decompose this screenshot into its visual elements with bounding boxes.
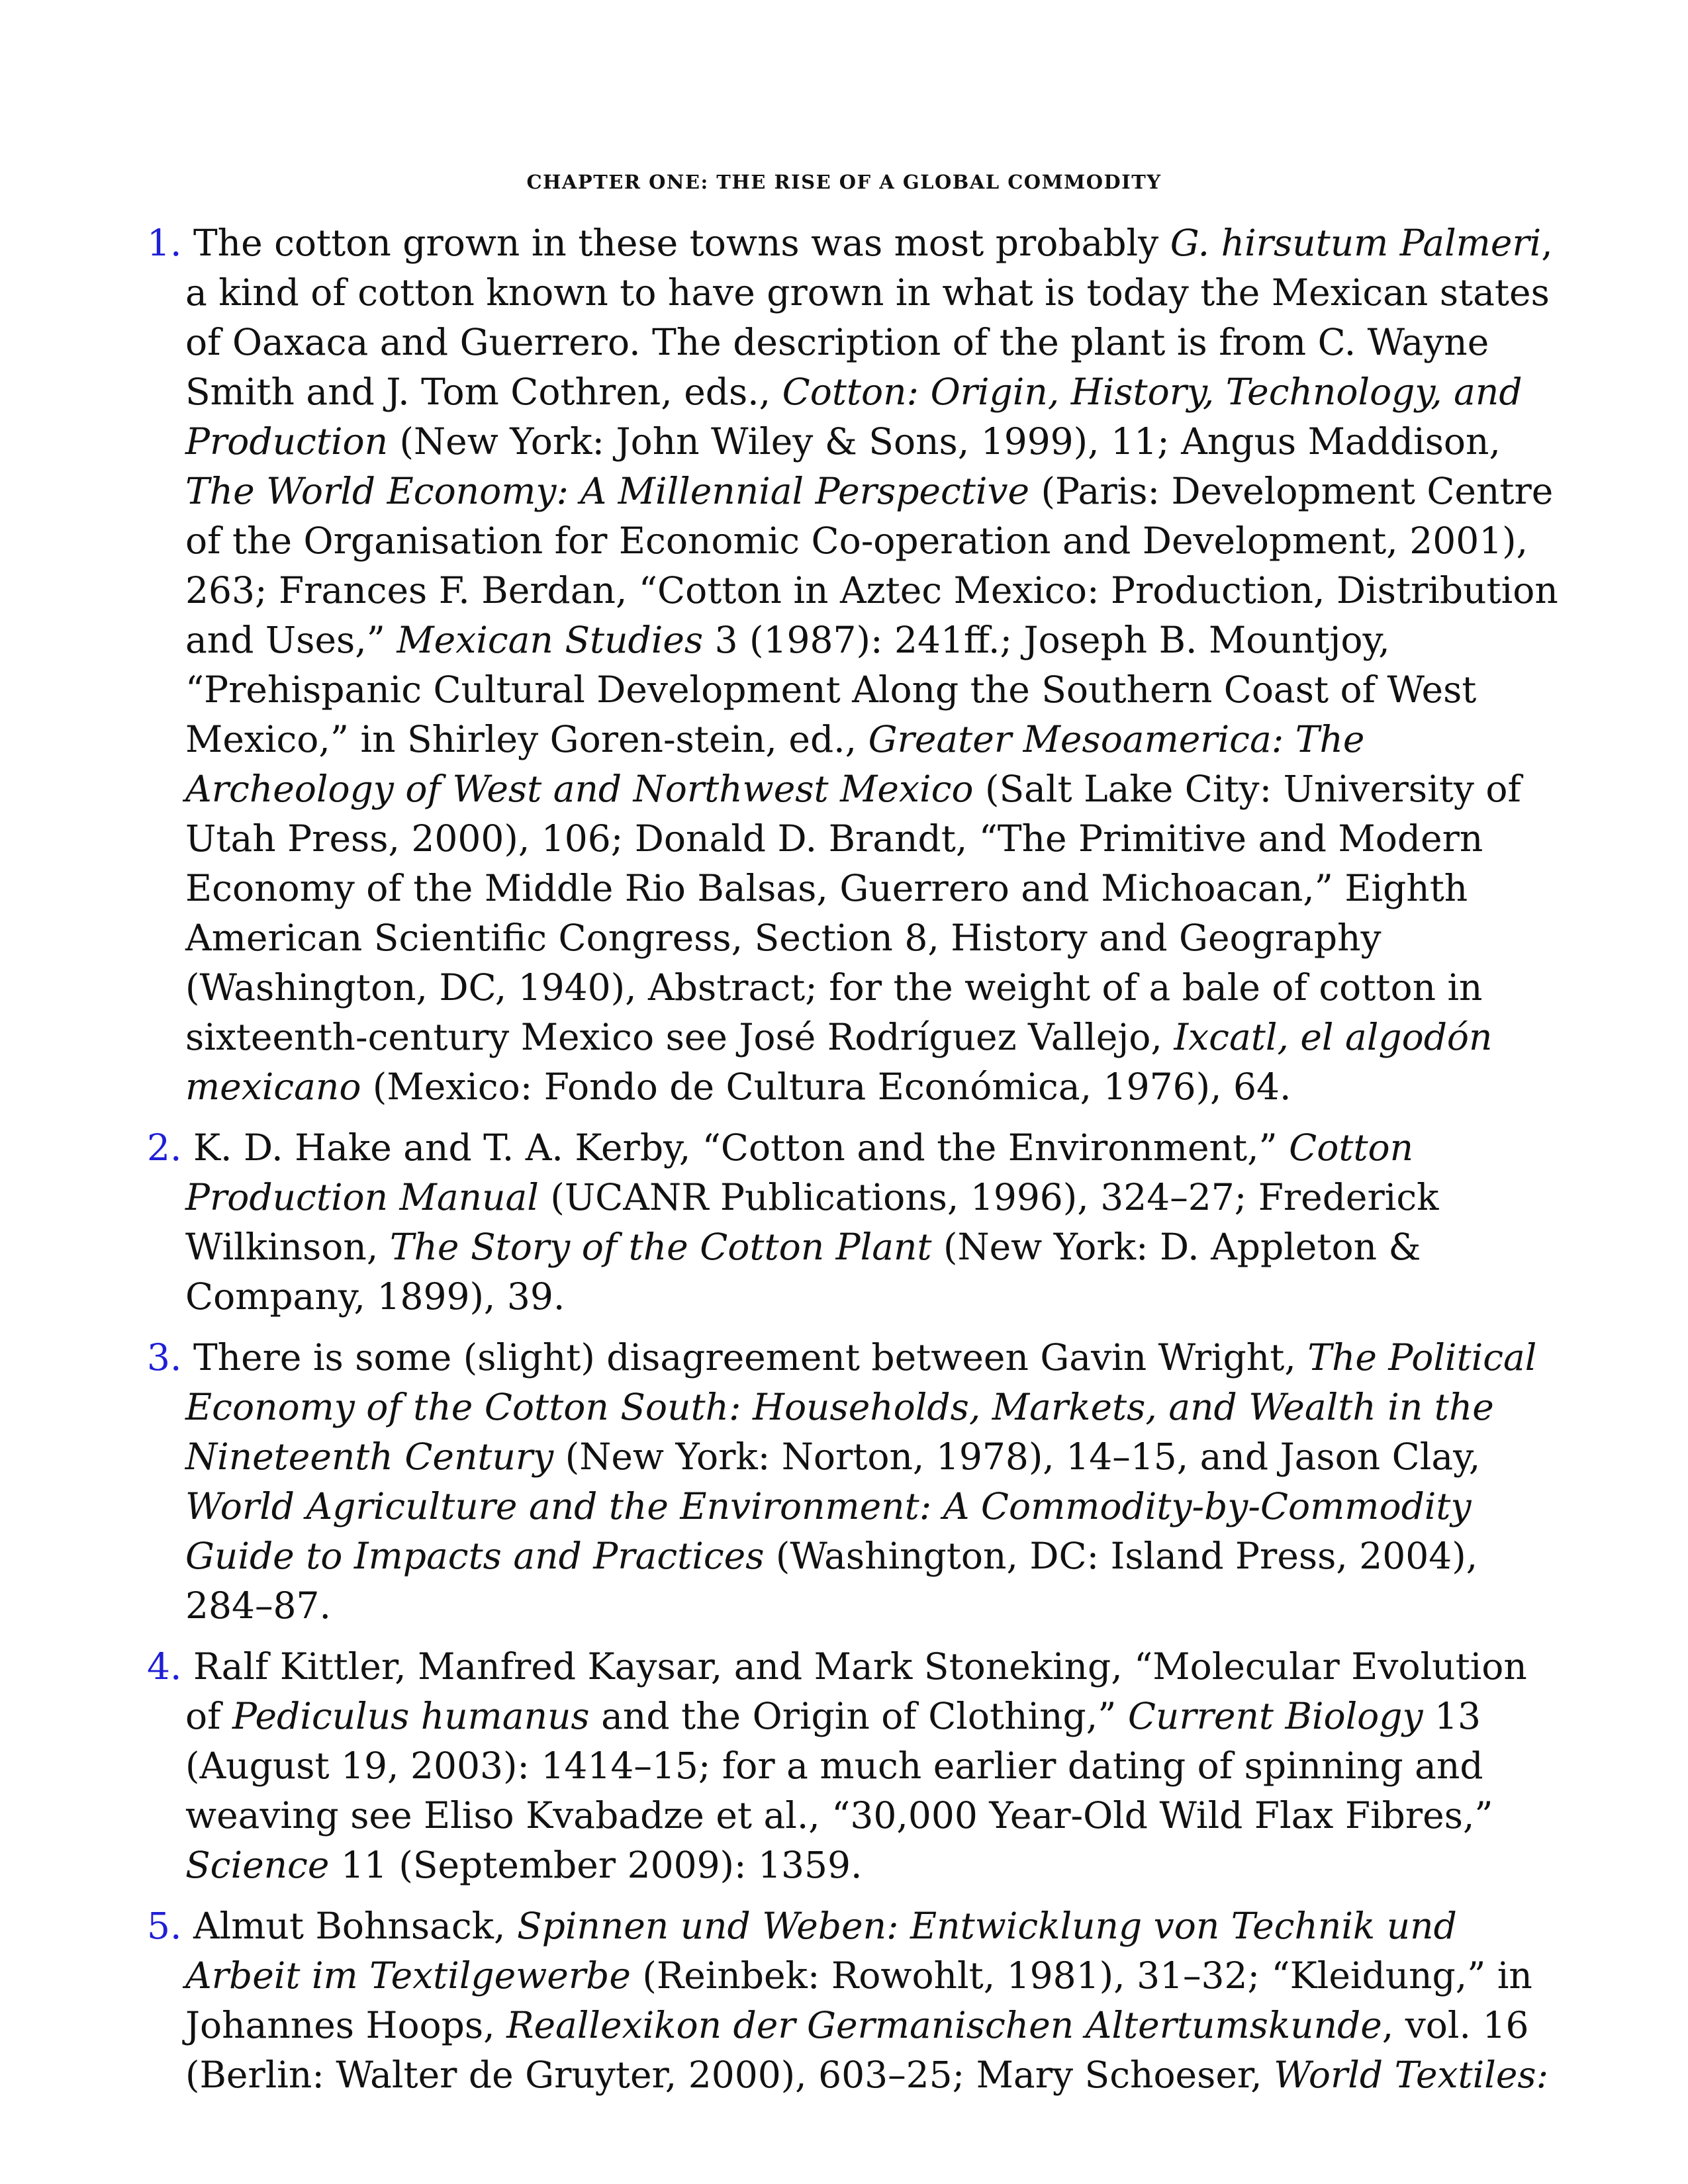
endnote-2 [147, 1123, 1564, 1322]
endnote-4 [147, 1642, 1564, 1890]
italic-title: Science [185, 1844, 330, 1886]
note-text: (New York: John Wiley & Sons, 1999), 11; Angus Maddison, [388, 420, 1501, 463]
endnote-number-link[interactable]: 4. [147, 1645, 182, 1688]
italic-title: Mexican Studies [397, 619, 704, 661]
note-text: (Washington, DC: Island Press, 2004), 284–87. [185, 1535, 1478, 1627]
italic-title: Cotton Production Manual [185, 1126, 1414, 1218]
italic-title: Pediculus humanus [232, 1695, 590, 1737]
note-text: (New York: Norton, 1978), 14–15, and Jason Clay, [553, 1435, 1481, 1478]
note-text: Almut Bohnsack, [181, 1905, 517, 1947]
italic-title: World Agriculture and the Environment: A Commodity-by-Commodity Guide to Impacts and Practices [185, 1485, 1472, 1577]
note-text: Ralf Kittler, Manfred Kaysar, and Mark Stoneking, “Molecular Evolution of [181, 1645, 1527, 1737]
endnote-3 [147, 1333, 1564, 1631]
endnotes-list [147, 218, 1564, 2111]
note-text: (Salt Lake City: University of Utah Press, 2000), 106; Donald D. Brandt, “The Primitive and Modern Economy of the Middle Rio Balsas, Guerrero and Michoacan,” Eighth American Scientific Congress, Section 8, History and Geography (Washington, DC, 1940), Abstract; for the weight of a bale of cotton in sixteenth-century Mexico see José Rodríguez Vallejo, [185, 768, 1521, 1058]
note-text: There is some (slight) disagreement between Gavin Wright, [181, 1336, 1308, 1379]
note-text: 13 (August 19, 2003): 1414–15; for a much earlier dating of spinning and weaving see Eliso Kvabadze et al., “30,000 Year-Old Wild Flax Fibres,” [185, 1695, 1493, 1837]
italic-title: The World Economy: A Millennial Perspective [185, 470, 1030, 512]
italic-title: Cotton: Origin, History, Technology, and Production [185, 371, 1523, 463]
endnote-number-link[interactable]: 3. [147, 1336, 182, 1379]
note-text: 11 (September 2009): 1359. [329, 1844, 863, 1886]
italic-title: The Political Economy of the Cotton South: Households, Markets, and Wealth in the Nineteenth Century [185, 1336, 1537, 1478]
endnote-number-link[interactable]: 2. [147, 1126, 182, 1169]
note-text: (Mexico: Fondo de Cultura Económica, 1976), 64. [361, 1066, 1291, 1108]
note-text: (Paris: Development Centre of the Organisation for Economic Co-operation and Development, 2001), 263; Frances F. Berdan, “Cotton in Aztec Mexico: Production, Distribution and Uses,” [185, 470, 1558, 661]
note-text: , vol. 16 (Berlin: Walter de Gruyter, 2000), 603–25; Mary Schoeser, [185, 2004, 1529, 2096]
note-text: (UCANR Publications, 1996), 324–27; Frederick Wilkinson, [185, 1176, 1439, 1268]
endnote-number-link[interactable]: 5. [147, 1905, 182, 1947]
italic-title: Current Biology [1127, 1695, 1423, 1737]
note-text: , a kind of cotton known to have grown in what is today the Mexican states of Oaxaca and Guerrero. The description of the plant is from C. Wayne Smith and J. Tom Cothren, eds., [185, 222, 1553, 413]
italic-title: Greater Mesoamerica: The Archeology of West and Northwest Mexico [185, 718, 1365, 810]
note-text: 3 (1987): 241ff.; Joseph B. Mountjoy, “Prehispanic Cultural Development Along the Southern Coast of West Mexico,” in Shirley Goren-stein, ed., [185, 619, 1477, 760]
italic-title: Ixcatl, el algodón mexicano [185, 1016, 1493, 1108]
note-text: (New York: D. Appleton & Company, 1899), 39. [185, 1226, 1421, 1318]
italic-title: Spinnen und Weben: Entwicklung von Technik und Arbeit im Textilgewerbe [185, 1905, 1457, 1997]
italic-title: World Textiles: [1274, 2054, 1549, 2096]
endnote-number-link[interactable]: 1. [147, 222, 182, 264]
italic-title: G. hirsutum Palmeri [1170, 222, 1542, 264]
note-text: The cotton grown in these towns was most probably [181, 222, 1170, 264]
endnote-1 [147, 218, 1564, 1112]
note-text: K. D. Hake and T. A. Kerby, “Cotton and the Environment,” [181, 1126, 1289, 1169]
note-text: and the Origin of Clothing,” [589, 1695, 1128, 1737]
endnote-5 [147, 1901, 1564, 2100]
running-head: CHAPTER ONE: THE RISE OF A GLOBAL COMMODITY [526, 171, 1162, 193]
italic-title: Reallexikon der Germanischen Altertumskunde [506, 2004, 1382, 2046]
note-text: (Reinbek: Rowohlt, 1981), 31–32; “Kleidung,” in Johannes Hoops, [185, 1954, 1532, 2046]
italic-title: The Story of the Cotton Plant [389, 1226, 932, 1268]
